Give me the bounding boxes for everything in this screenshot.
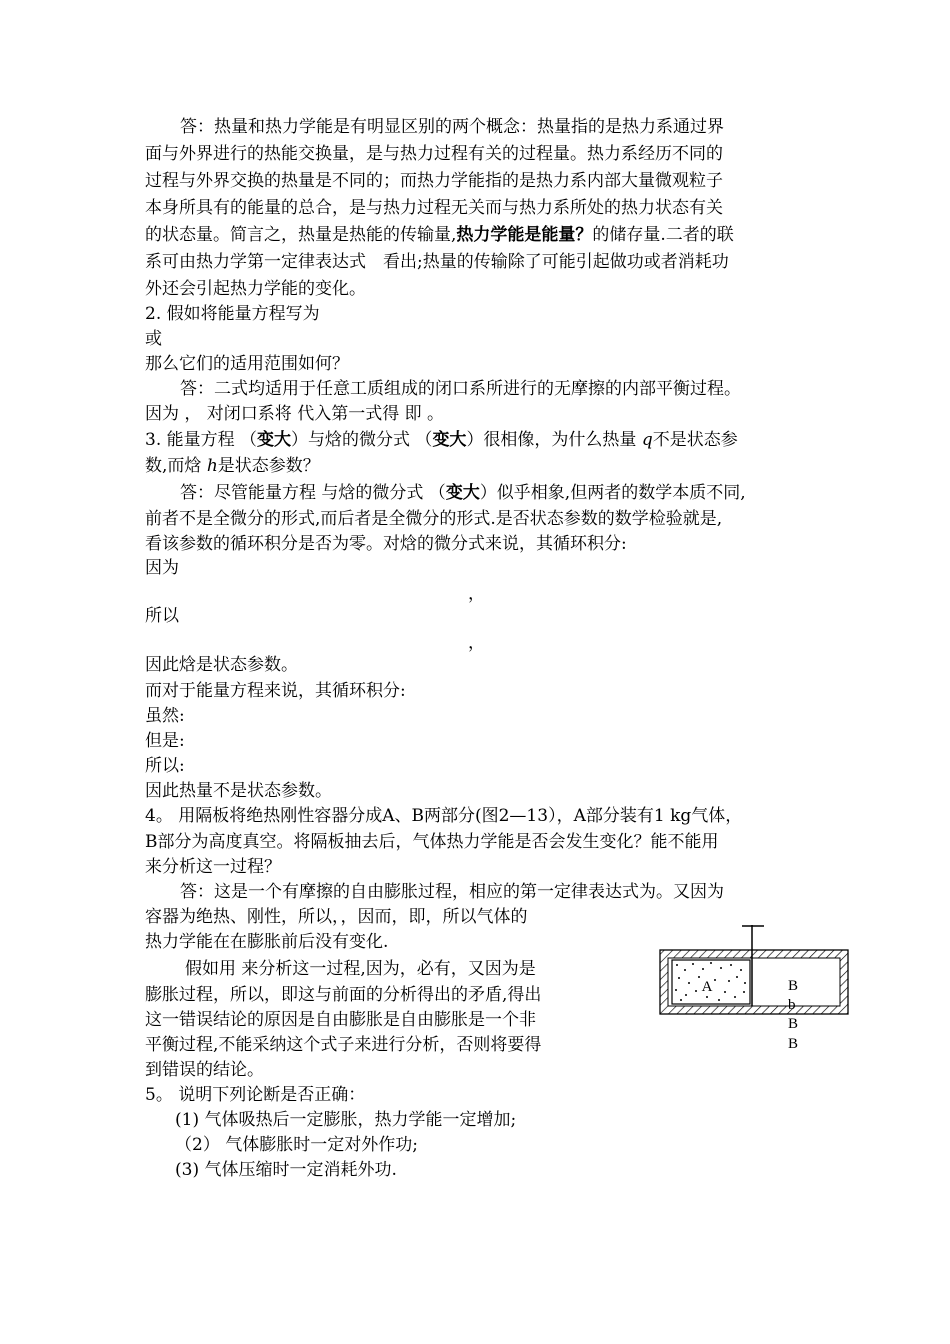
question-2-line: 或 xyxy=(145,329,162,349)
text-run: ）很相像，为什么热量 xyxy=(466,430,642,450)
answer-3-line: 但是: xyxy=(145,731,185,751)
text-run: 不是状态参 xyxy=(652,430,738,450)
question-3-line xyxy=(145,454,320,478)
answer-3-line: 因此焓是状态参数。 xyxy=(145,655,298,675)
comma-mark: ， xyxy=(468,584,485,604)
text-run: ）似乎相象,但两者的数学本质不同, xyxy=(479,483,746,503)
text-run: 的状态量。简言之，热量是热能的传输量, xyxy=(145,225,457,245)
question-4-line: 来分析这一过程？ xyxy=(145,857,281,877)
text-run: 数,而焓 xyxy=(145,456,207,476)
answer-3-line: 所以 xyxy=(145,606,179,626)
question-2-line: 那么它们的适用范围如何？ xyxy=(145,354,349,374)
bold-term: 热力学能是能量？ xyxy=(456,225,593,245)
text-run: 的储存量.二者的联 xyxy=(592,225,734,245)
bold-term: 变大 xyxy=(445,483,480,503)
answer-3-line: 因此热量不是状态参数。 xyxy=(145,781,332,801)
answer-3-line xyxy=(180,481,746,505)
answer-1-line: 本身所具有的能量的总合，是与热力过程无关而与热力系所处的热力状态有关 xyxy=(145,198,723,218)
comma-mark: ， xyxy=(468,633,485,653)
answer-1-line xyxy=(145,223,734,247)
answer-2-line: 因为 ， 对闭口系将 代入第一式得 即 。 xyxy=(145,404,445,424)
bold-term: 变大 xyxy=(432,430,467,450)
text-run: 3. 能量方程 （ xyxy=(145,430,258,450)
label-b: B xyxy=(788,1016,799,1032)
answer-3-line: 而对于能量方程来说，其循环积分: xyxy=(145,681,406,701)
answer-4-line: 答：这是一个有摩擦的自由膨胀过程，相应的第一定律表达式为。又因为 xyxy=(180,882,724,902)
answer-3-line: 看该参数的循环积分是否为零。对焓的微分式来说，其循环积分: xyxy=(145,534,627,554)
answer-3-line: 前者不是全微分的形式,而后者是全微分的形式.是否状态参数的数学检验就是, xyxy=(145,509,723,529)
symbol-h: h xyxy=(206,456,218,476)
text-run: 答：尽管能量方程 与焓的微分式 （ xyxy=(180,483,446,503)
answer-4-line: 平衡过程,不能采纳这个式子来进行分析，否则将要得 xyxy=(145,1035,542,1055)
answer-3-line: 虽然: xyxy=(145,706,185,726)
container-figure xyxy=(655,925,855,1060)
answer-3-line: 因为 xyxy=(145,558,179,578)
statement-item: （2） 气体膨胀时一定对外作功; xyxy=(175,1135,418,1155)
answer-4-line: 到错误的结论。 xyxy=(145,1060,264,1080)
question-4-title: 4。 用隔板将绝热刚性容器分成A、B两部分(图2—13），A部分装有1 kg气体， xyxy=(145,806,743,826)
label-b: B xyxy=(788,978,799,994)
answer-4-line: 假如用 来分析这一过程,因为，必有，又因为是 xyxy=(185,959,536,979)
question-5-title: 5。 说明下列论断是否正确： xyxy=(145,1085,366,1105)
answer-3-line: 所以: xyxy=(145,756,185,776)
statement-item: (3) 气体压缩时一定消耗外功. xyxy=(175,1160,397,1180)
answer-1-line: 答：热量和热力学能是有明显区别的两个概念：热量指的是热力系通过界 xyxy=(180,117,724,137)
answer-1-line: 过程与外界交换的热量是不同的；而热力学能指的是热力系内部大量微观粒子 xyxy=(145,171,723,191)
answer-2-line: 答：二式均适用于任意工质组成的闭口系所进行的无摩擦的内部平衡过程。 xyxy=(180,379,741,399)
statement-item: (1) 气体吸热后一定膨胀，热力学能一定增加; xyxy=(175,1110,517,1130)
symbol-q: q xyxy=(641,430,653,450)
label-b: b xyxy=(788,997,796,1013)
question-3-title xyxy=(145,428,738,452)
bold-term: 变大 xyxy=(257,430,292,450)
answer-4-line: 这一错误结论的原因是自由膨胀是自由膨胀是一个非 xyxy=(145,1010,536,1030)
text-run: ）与焓的微分式 （ xyxy=(291,430,433,450)
answer-4-line: 热力学能在在膨胀前后没有变化. xyxy=(145,932,389,952)
answer-4-line: 容器为绝热、刚性，所以，，因而，即，所以气体的 xyxy=(145,907,528,927)
answer-1-line: 系可由热力学第一定律表达式 看出;热量的传输除了可能引起做功或者消耗功 xyxy=(145,252,729,272)
question-4-line: B部分为高度真空。将隔板抽去后，气体热力学能是否会发生变化？能不能用 xyxy=(145,832,719,852)
answer-1-line: 外还会引起热力学能的变化。 xyxy=(145,279,366,299)
answer-1-line: 面与外界进行的热能交换量，是与热力过程有关的过程量。热力系经历不同的 xyxy=(145,144,723,164)
question-2-title: 2. 假如将能量方程写为 xyxy=(145,304,320,324)
text-run: 是状态参数？ xyxy=(217,456,320,476)
answer-4-line: 膨胀过程，所以，即这与前面的分析得出的矛盾,得出 xyxy=(145,985,542,1005)
label-a: A xyxy=(701,979,713,995)
label-b: B xyxy=(788,1036,799,1052)
